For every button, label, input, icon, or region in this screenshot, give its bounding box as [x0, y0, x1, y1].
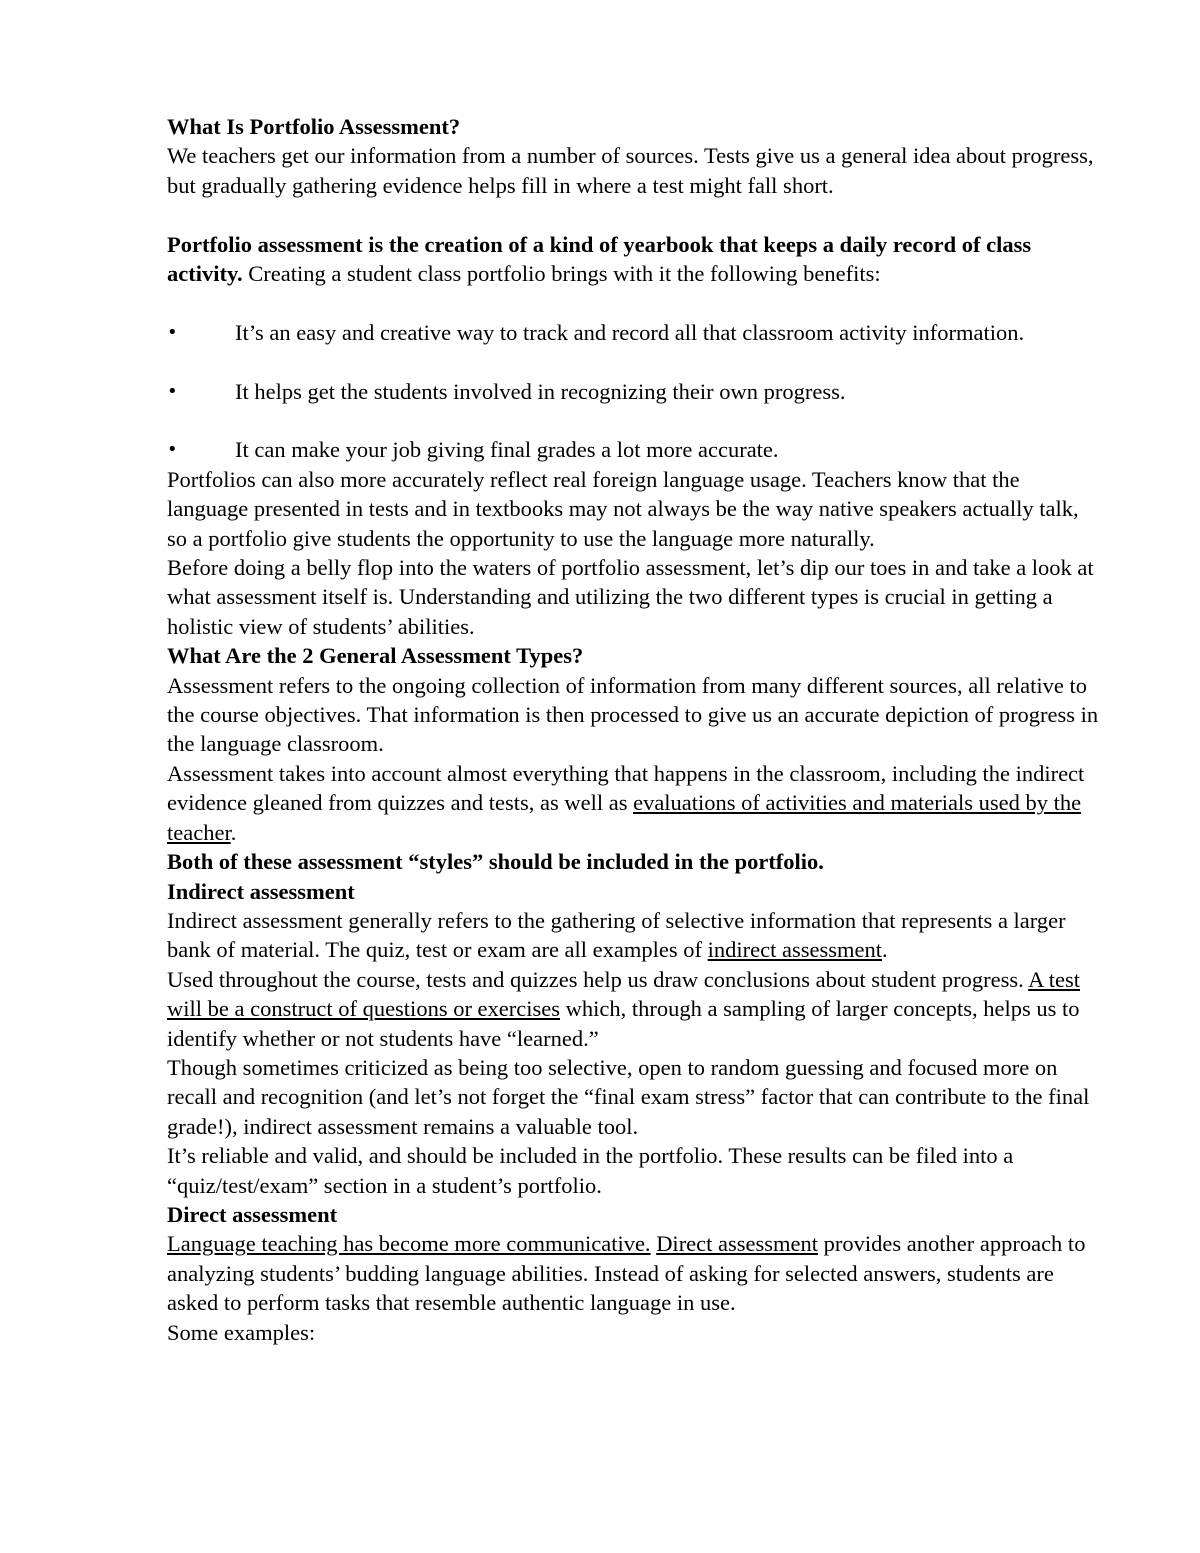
paragraph-text: Assessment takes into account almost everything that happens in the classroom, including the indirect evidence gleaned from quizzes and tests, as well as [167, 760, 1085, 816]
document-page [167, 112, 1102, 1347]
paragraph-text: provides another approach to analyzing students’ budding language abilities. Instead of asking for selected answers, students are asked to perform tasks that resemble authentic language in use. [167, 1231, 1086, 1316]
paragraph-text: Indirect assessment generally refers to the gathering of selective information that represents a larger bank of material. The quiz, test or exam are all examples of [167, 907, 1066, 963]
definition-text: Creating a student class portfolio brings with it the following benefits: [242, 261, 881, 287]
list-item-text: It can make your job giving final grades a lot more accurate. [235, 437, 779, 463]
usage-paragraph: Portfolios can also more accurately reflect real foreign language usage. Teachers know that the language presented in tests and in textbooks may not always be the way native speakers actually talk, so a portfolio give students the opportunity to use the language more naturally. [167, 466, 1079, 551]
benefits-list [167, 318, 1102, 465]
tests-paragraph [167, 965, 1102, 1053]
paragraph-text: . [230, 819, 237, 845]
paragraph-text: which, through a sampling of larger concepts, helps us to identify whether or not students have “learned.” [167, 996, 1080, 1051]
paragraph-spacer [167, 200, 1102, 229]
indirect-assessment-link[interactable]: indirect assessment [707, 937, 882, 963]
paragraph-text: . [881, 937, 888, 963]
indirect-definition-paragraph [167, 906, 1102, 965]
criticism-paragraph: Though sometimes criticized as being too selective, open to random guessing and focused more on recall and recognition (and let’s not forget the “final exam stress” factor that can contribute to the final grade!), indirect assessment remains a valuable tool. [167, 1054, 1090, 1139]
bullet-icon: • [167, 380, 178, 402]
list-item [167, 318, 1102, 347]
examples-intro: Some examples: [167, 1319, 316, 1345]
styles-note: Both of these assessment “styles” should be included in the portfolio. [167, 849, 824, 875]
assessment-definition-paragraph: Assessment refers to the ongoing collection of information from many different sources, all relative to the course objectives. That information is then processed to give us an accurate depiction of progress in the language classroom. [167, 672, 1099, 757]
bullet-icon: • [167, 321, 178, 343]
transition-paragraph: Before doing a belly flop into the waters of portfolio assessment, let’s dip our toes in and take a look at what assessment itself is. Understanding and utilizing the two different types is crucial in getting a holistic view of students’ abilities. [167, 555, 1094, 639]
subheading-direct: Direct assessment [167, 1201, 338, 1227]
assessment-scope-paragraph [167, 759, 1102, 847]
list-item [167, 377, 1102, 406]
list-item-text: It’s an easy and creative way to track and record all that classroom activity information. [235, 319, 1025, 345]
direct-definition-paragraph [167, 1229, 1102, 1317]
definition-bold-text: Portfolio assessment is the creation of a kind of yearbook that keeps a daily record of class activity. [167, 231, 1032, 287]
paragraph-spacer [167, 288, 1102, 317]
bullet-icon: • [167, 439, 178, 461]
list-item-text: It helps get the students involved in recognizing their own progress. [235, 378, 846, 404]
list-item [167, 435, 1102, 464]
subheading-indirect: Indirect assessment [167, 878, 355, 904]
communicative-link[interactable]: Language teaching has become more communicative. [167, 1231, 651, 1257]
definition-paragraph [167, 230, 1102, 289]
evaluations-link[interactable]: evaluations of activities and materials used by the teacher [167, 790, 1082, 845]
intro-paragraph: We teachers get our information from a number of sources. Tests give us a general idea about progress, but gradually gathering evidence helps fill in where a test might fall short. [167, 143, 1094, 198]
reliability-paragraph: It’s reliable and valid, and should be included in the portfolio. These results can be filed into a “quiz/test/exam” section in a student’s portfolio. [167, 1143, 1014, 1198]
section-heading-portfolio: What Is Portfolio Assessment? [167, 114, 461, 139]
paragraph-text: Used throughout the course, tests and quizzes help us draw conclusions about student progress. [167, 966, 1029, 992]
section-heading-types: What Are the 2 General Assessment Types? [167, 643, 584, 669]
direct-assessment-link[interactable]: Direct assessment [656, 1231, 819, 1257]
test-construct-link[interactable]: A test will be a construct of questions or exercises [167, 966, 1080, 1022]
